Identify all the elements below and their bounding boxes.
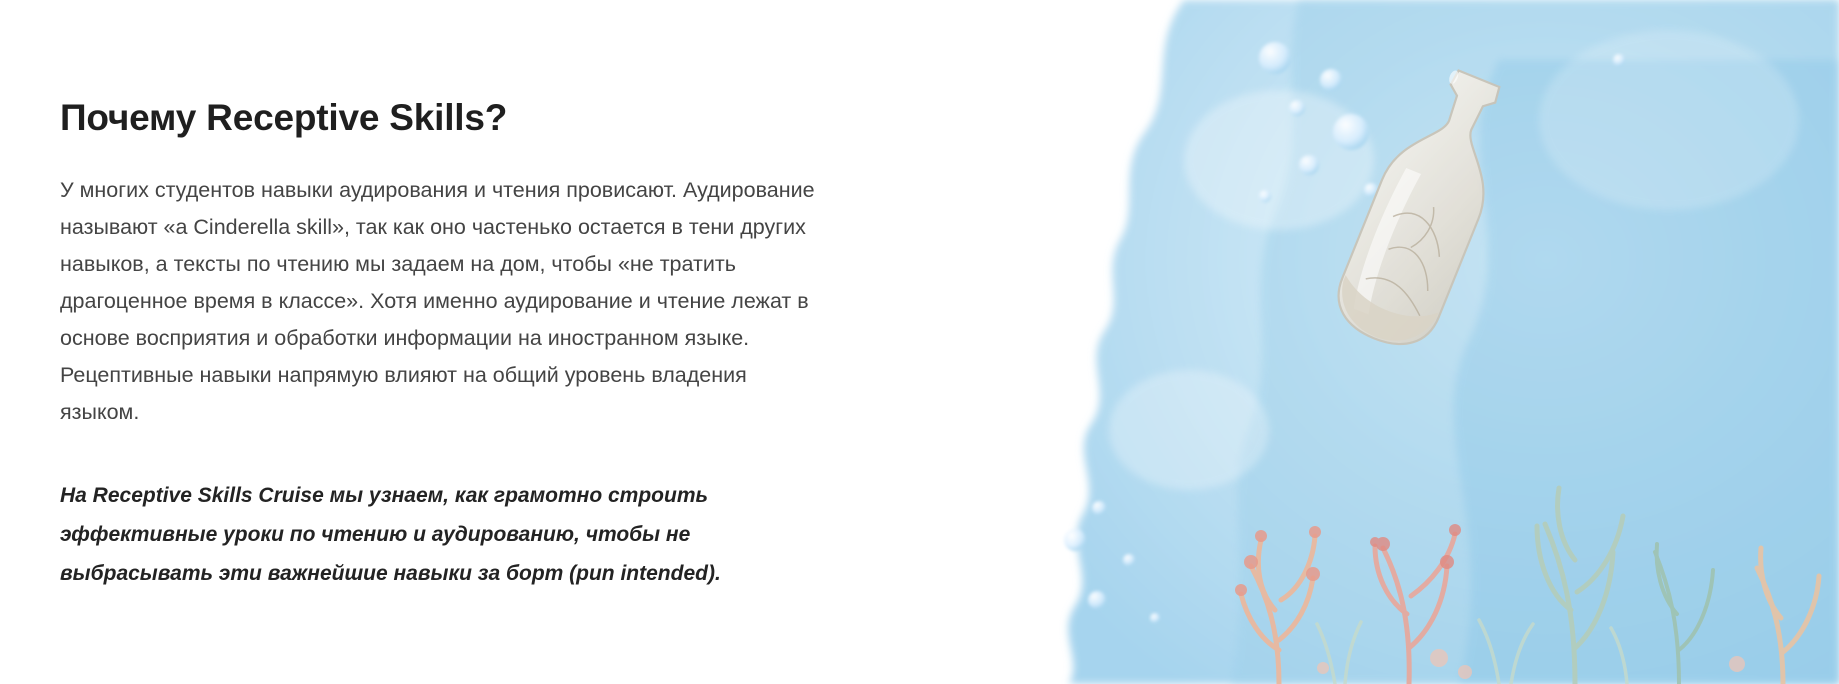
text-column xyxy=(60,96,850,594)
page-title: Почему Receptive Skills? xyxy=(60,97,508,138)
emphasis-paragraph: На Receptive Skills Cruise мы узнаем, как грамотно строить эффективные уроки по чтению и аудированию, чтобы не выбрасывать эти важнейшие навыки за борт (pun intended). xyxy=(60,484,721,585)
underwater-watercolor-illustration xyxy=(979,0,1839,684)
intro-paragraph: У многих студентов навыки аудирования и чтения провисают. Аудирование называют «a Cinderella skill», так как оно частенько остается в тени других навыков, а тексты по чтению мы задаем на дом, чтобы «не тратить драгоценное время в классе». Хотя именно аудирование и чтение лежат в основе восприятия и обработки информации на иностранном языке. Рецептивные навыки напрямую влияют на общий уровень владения языком. xyxy=(60,178,815,425)
